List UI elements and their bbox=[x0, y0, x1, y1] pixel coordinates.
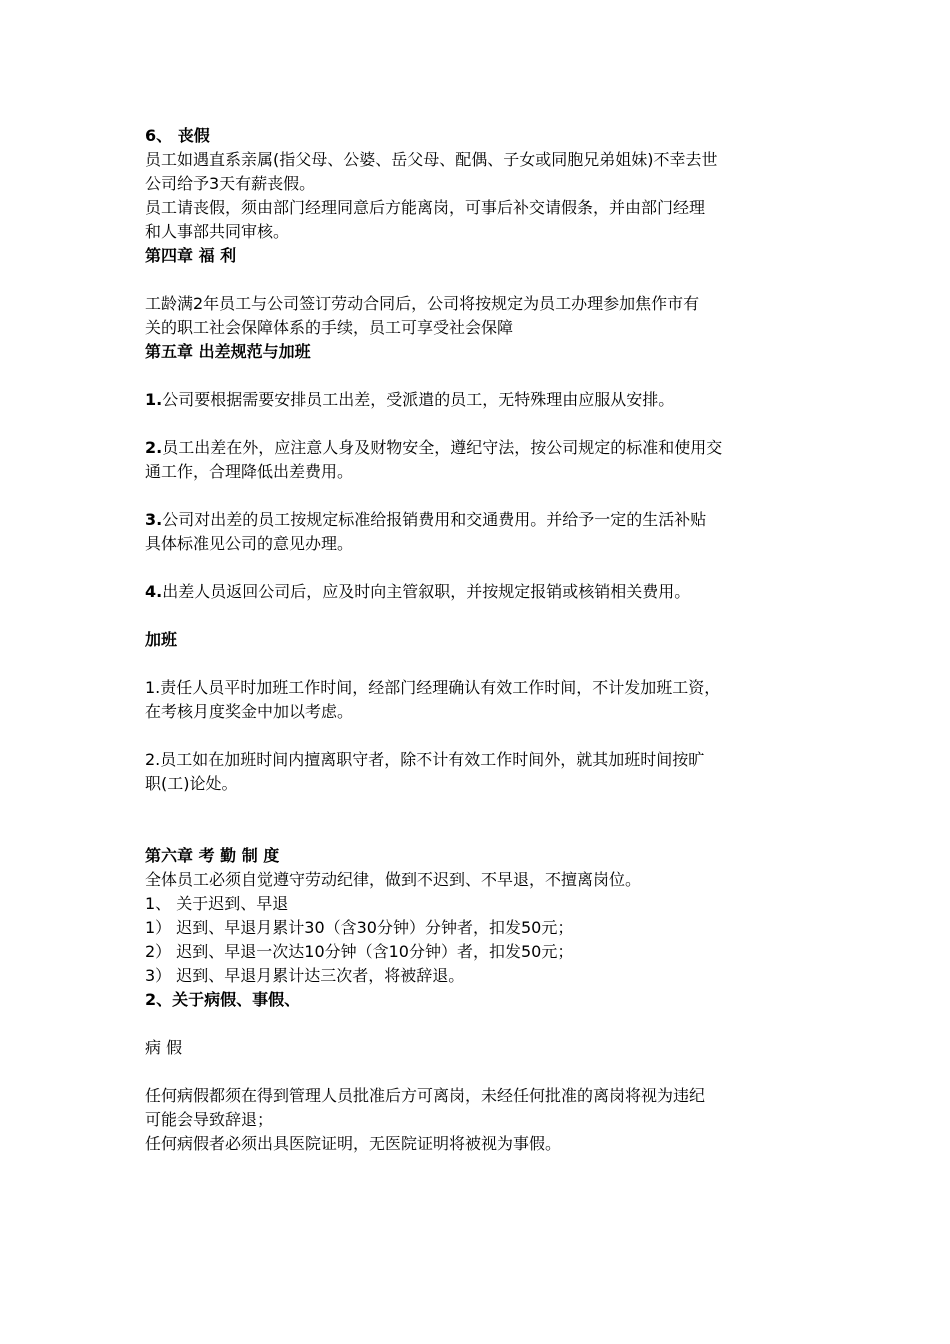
paragraph: 1.责任人员平时加班工作时间，经部门经理确认有效工作时间，不计发加班工资， bbox=[145, 678, 721, 697]
paragraph: 在考核月度奖金中加以考虑。 bbox=[145, 702, 354, 721]
list-item-text: 员工出差在外，应注意人身及财物安全，遵纪守法，按公司规定的标准和使用交 bbox=[162, 438, 723, 457]
rule-item: 1） 迟到、早退月累计30（含30分钟）分钟者，扣发50元； bbox=[145, 918, 574, 937]
spacer bbox=[145, 652, 813, 676]
section-heading-sick-leave: 病 假 bbox=[145, 1038, 183, 1057]
spacer bbox=[145, 604, 813, 628]
list-item bbox=[145, 580, 813, 604]
section-heading-overtime: 加班 bbox=[145, 630, 178, 649]
paragraph: 2.员工如在加班时间内擅离职守者，除不计有效工作时间外，就其加班时间按旷 bbox=[145, 750, 705, 769]
chapter-title-5: 第五章 出差规范与加班 bbox=[145, 342, 311, 361]
chapter-title-4: 第四章 福 利 bbox=[145, 246, 237, 265]
subsection-heading: 1、 关于迟到、早退 bbox=[145, 894, 289, 913]
list-item-number: 4. bbox=[145, 582, 163, 601]
spacer bbox=[145, 268, 813, 292]
paragraph: 职(工)论处。 bbox=[145, 774, 238, 793]
list-item-text: 公司要根据需要安排员工出差，受派遣的员工，无特殊理由应服从安排。 bbox=[162, 390, 675, 409]
spacer bbox=[145, 364, 813, 388]
spacer bbox=[145, 1012, 813, 1036]
section-heading-funeral-leave: 6、 丧假 bbox=[145, 126, 210, 145]
spacer bbox=[145, 1060, 813, 1084]
subsection-heading-leave: 2、关于病假、事假、 bbox=[145, 990, 301, 1009]
paragraph: 和人事部共同审核。 bbox=[145, 222, 290, 241]
paragraph: 公司给予3天有薪丧假。 bbox=[145, 174, 316, 193]
paragraph: 全体员工必须自觉遵守劳动纪律，做到不迟到、不早退，不擅离岗位。 bbox=[145, 870, 642, 889]
spacer bbox=[145, 724, 813, 748]
list-item-number: 2. bbox=[145, 438, 163, 457]
list-item bbox=[145, 508, 813, 532]
spacer bbox=[145, 484, 813, 508]
chapter-title-6: 第六章 考 勤 制 度 bbox=[145, 846, 280, 865]
spacer bbox=[145, 820, 813, 844]
paragraph: 可能会导致辞退； bbox=[145, 1110, 274, 1129]
list-item bbox=[145, 388, 813, 412]
paragraph: 员工如遇直系亲属(指父母、公婆、岳父母、配偶、子女或同胞兄弟姐妹)不幸去世 bbox=[145, 150, 718, 169]
list-item bbox=[145, 436, 813, 460]
paragraph: 任何病假者必须出具医院证明，无医院证明将被视为事假。 bbox=[145, 1134, 562, 1153]
list-item-text: 公司对出差的员工按规定标准给报销费用和交通费用。并给予一定的生活补贴 bbox=[162, 510, 707, 529]
paragraph: 员工请丧假，须由部门经理同意后方能离岗，可事后补交请假条，并由部门经理 bbox=[145, 198, 706, 217]
document-body bbox=[145, 124, 813, 1156]
list-item-text: 出差人员返回公司后，应及时向主管叙职，并按规定报销或核销相关费用。 bbox=[162, 582, 691, 601]
paragraph: 任何病假都须在得到管理人员批准后方可离岗，未经任何批准的离岗将视为违纪 bbox=[145, 1086, 706, 1105]
list-item-number: 3. bbox=[145, 510, 163, 529]
list-item-continuation: 具体标准见公司的意见办理。 bbox=[145, 534, 354, 553]
list-item-continuation: 通工作，合理降低出差费用。 bbox=[145, 462, 354, 481]
paragraph: 工龄满2年员工与公司签订劳动合同后，公司将按规定为员工办理参加焦作市有 bbox=[145, 294, 700, 313]
rule-item: 2） 迟到、早退一次达10分钟（含10分钟）者，扣发50元； bbox=[145, 942, 574, 961]
rule-item: 3） 迟到、早退月累计达三次者，将被辞退。 bbox=[145, 966, 465, 985]
spacer bbox=[145, 412, 813, 436]
spacer bbox=[145, 556, 813, 580]
list-item-number: 1. bbox=[145, 390, 163, 409]
paragraph: 关的职工社会保障体系的手续，员工可享受社会保障 bbox=[145, 318, 514, 337]
spacer bbox=[145, 796, 813, 820]
